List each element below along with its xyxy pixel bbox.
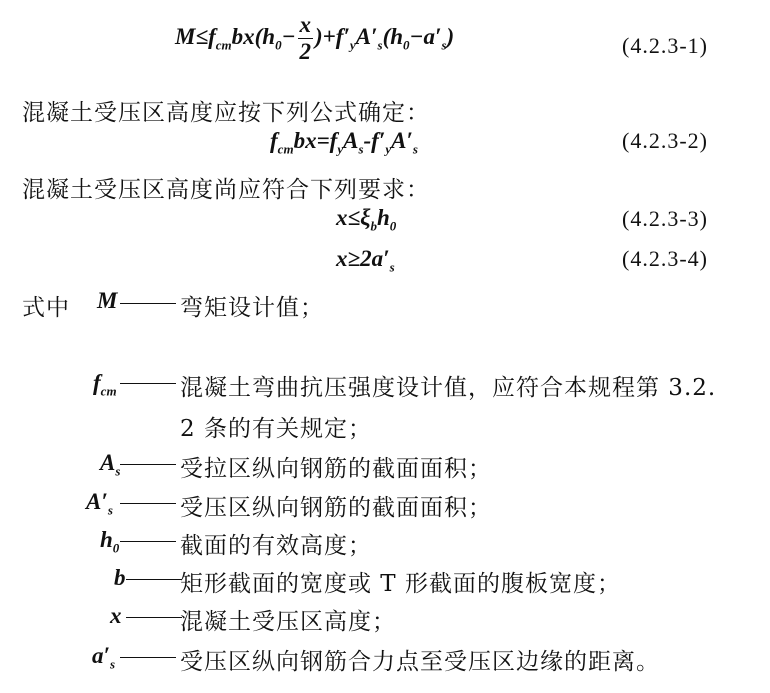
fraction-x-over-2: $\frac{x}{2}$ (299, 12, 312, 64)
definition-a-prime-s: 受压区纵向钢筋合力点至受压区边缘的距离。 (180, 649, 660, 675)
equation-4-number: (4.2.3-4) (622, 246, 708, 271)
equation-3-number: (4.2.3-3) (622, 206, 708, 231)
definition-fcm-cont: 2 条的有关规定； (180, 416, 372, 442)
equation-2: $f_{cm}bx=f_yA_s-f'_yA'_s$ (270, 128, 418, 157)
where-label: 式中 (22, 295, 70, 321)
em-dash (120, 503, 176, 504)
em-dash (120, 383, 176, 384)
intro-line-2: 混凝土受压区高度尚应符合下列要求： (22, 177, 430, 203)
symbol-fcm: $f_{cm}$ (93, 370, 117, 399)
symbol-M: M (97, 288, 118, 313)
definition-x: 混凝土受压区高度； (180, 609, 396, 635)
em-dash (126, 579, 182, 580)
definition-M: 弯矩设计值； (180, 295, 324, 321)
em-dash (126, 617, 182, 618)
definition-h0: 截面的有效高度； (180, 533, 372, 559)
symbol-h0: $h_0$ (100, 527, 120, 556)
em-dash (120, 657, 176, 658)
equation-1: $M\le f_{cm}bx(h_0-$ $\frac{x}{2}$ )$+f'_yA'_s(h_0-a'_s)$ (175, 12, 455, 64)
symbol-b: b (114, 565, 126, 590)
symbol-A-prime-s: $A'_s$ (86, 489, 113, 518)
equation-1-number: (4.2.3-1) (622, 33, 708, 58)
equation-4: $x\ge 2a'_s$ (336, 246, 395, 275)
equation-3: $x\le\xi_bh_0$ (336, 205, 397, 234)
em-dash (120, 464, 176, 465)
symbol-a-prime-s: $a'_s$ (92, 643, 116, 672)
definition-fcm: 混凝土弯曲抗压强度设计值，应符合本规程第 3.2. (180, 375, 717, 401)
intro-line-1: 混凝土受压区高度应按下列公式确定： (22, 100, 430, 126)
symbol-x: x (110, 603, 122, 628)
symbol-As: $A_s$ (100, 450, 121, 479)
em-dash (120, 303, 176, 304)
em-dash (120, 541, 176, 542)
definition-A-prime-s: 受压区纵向钢筋的截面面积； (180, 495, 492, 521)
definition-b: 矩形截面的宽度或 T 形截面的腹板宽度； (180, 571, 621, 597)
definition-As: 受拉区纵向钢筋的截面面积； (180, 456, 492, 482)
equation-2-number: (4.2.3-2) (622, 128, 708, 153)
